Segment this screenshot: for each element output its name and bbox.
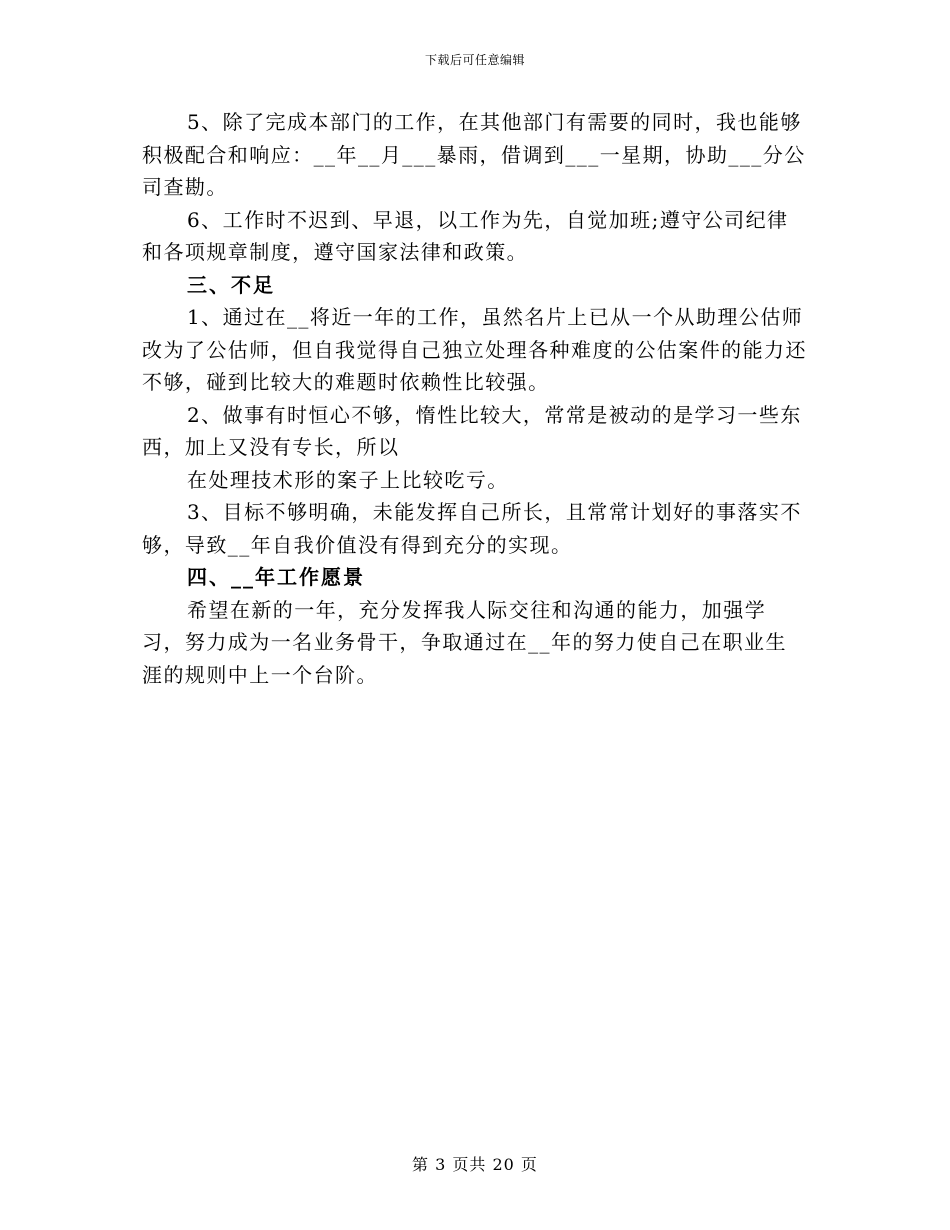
paragraph-shortcoming-3: 3、目标不够明确，未能发挥自己所长，且常常计划好的事落实不够，导致__年自我价值没有得到充分的实现。 — [142, 500, 802, 557]
section-heading-vision: 四、__年工作愿景 — [187, 565, 365, 589]
section-heading-shortcomings: 三、不足 — [187, 272, 275, 297]
paragraph-item-5: 5、除了完成本部门的工作，在其他部门有需要的同时，我也能够积极配合和响应：__年__月___暴雨，借调到___一星期，协助___分公司查勘。 — [142, 110, 806, 199]
paragraph-shortcoming-2-cont: 在处理技术形的案子上比较吃亏。 — [187, 467, 509, 492]
paragraph-vision: 希望在新的一年，充分发挥我人际交往和沟通的能力，加强学习，努力成为一名业务骨干，争取通过在__年的努力使自己在职业生涯的规则中上一个台阶。 — [142, 597, 787, 687]
page-header: 下载后可任意编辑 — [424, 53, 525, 67]
paragraph-item-6: 6、工作时不迟到、早退，以工作为先，自觉加班;遵守公司纪律和各项规章制度，遵守国家法律和政策。 — [142, 207, 789, 264]
paragraph-shortcoming-1: 1、通过在__将近一年的工作，虽然名片上已从一个从助理公估师改为了公估师，但自我觉得自己独立处理各种难度的公估案件的能力还不够，碰到比较大的难题时依赖性比较强。 — [142, 305, 807, 394]
document-body — [142, 106, 808, 691]
page-number-footer: 第 3 页共 20 页 — [412, 1155, 538, 1174]
paragraph-shortcoming-2: 2、做事有时恒心不够，惰性比较大，常常是被动的是学习一些东西，加上又没有专长，所以 — [142, 402, 802, 459]
